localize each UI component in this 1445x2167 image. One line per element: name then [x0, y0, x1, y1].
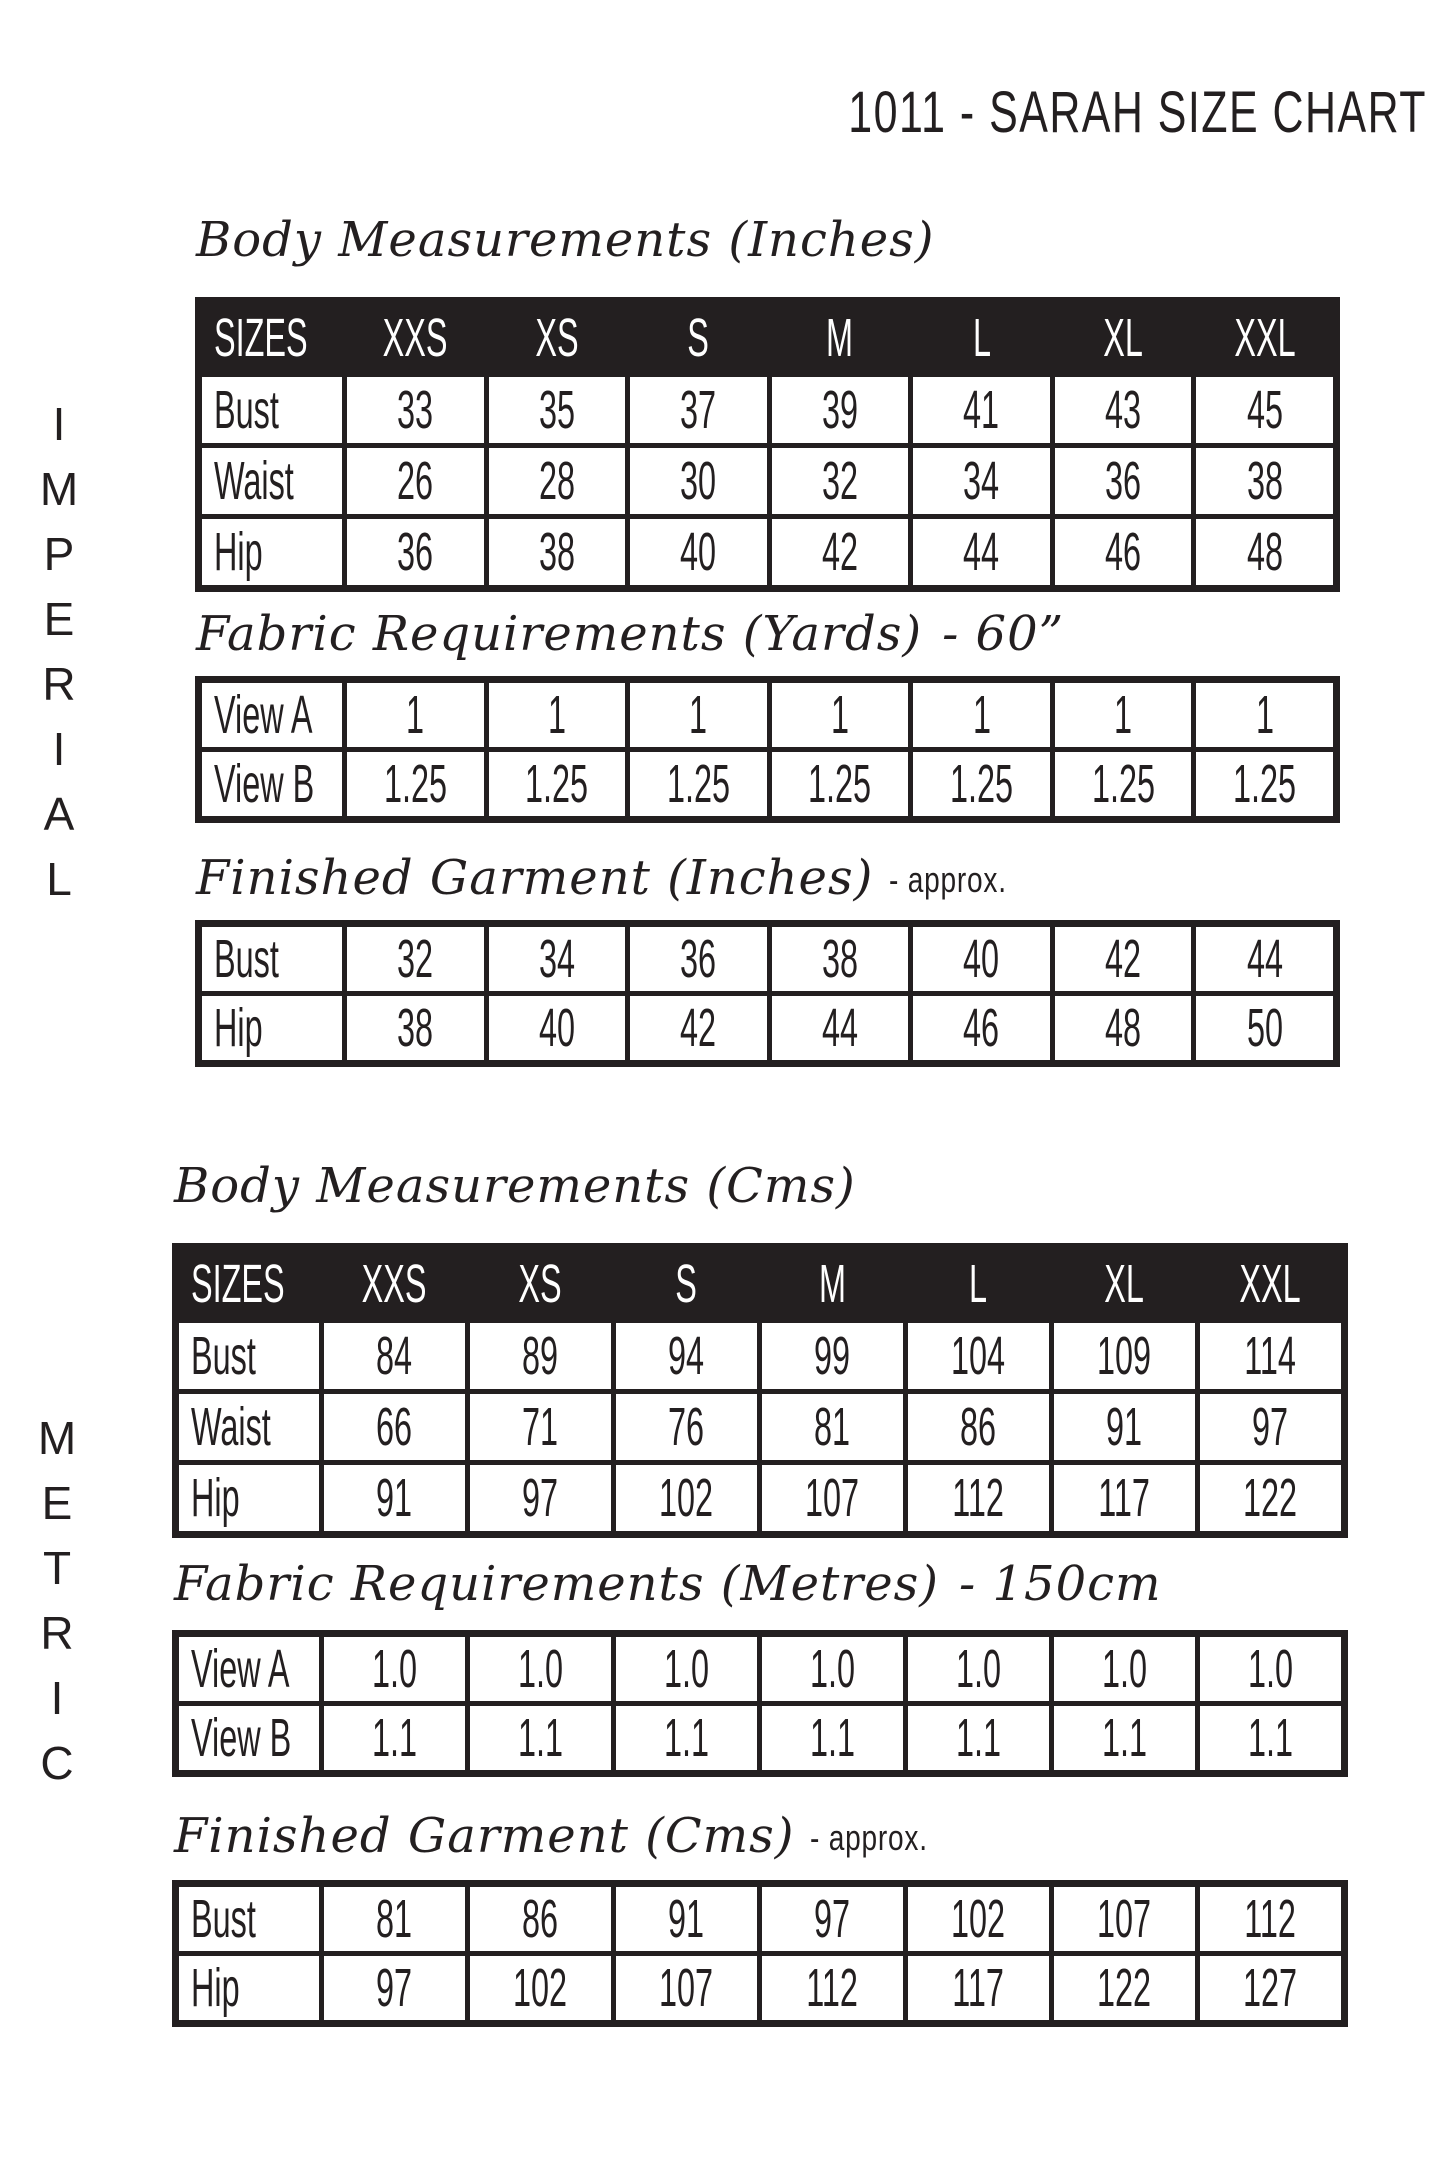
row-label-cell-text: Hip — [214, 522, 263, 582]
value-cell — [1055, 927, 1192, 991]
value-cell-text: 1.1 — [1101, 1708, 1148, 1768]
value-cell — [772, 448, 909, 514]
value-cell — [1200, 1956, 1341, 2020]
value-cell-text: 33 — [397, 380, 434, 440]
imperial-fabric-requirements-table — [195, 676, 1340, 823]
value-cell — [913, 927, 1050, 991]
value-cell-text: 1 — [547, 685, 566, 745]
value-cell-text: 28 — [538, 451, 575, 511]
value-cell-text: 36 — [1105, 451, 1142, 511]
value-cell — [324, 1394, 465, 1460]
value-cell-text: 36 — [397, 522, 434, 582]
value-cell — [324, 1706, 465, 1770]
value-cell-text: 1.25 — [808, 754, 872, 814]
value-cell — [489, 377, 626, 443]
size-col-s-text: S — [687, 308, 710, 368]
row-label-cell-text: Hip — [191, 1958, 240, 2018]
row-label-cell-text: Waist — [214, 451, 294, 511]
value-cell-text: 1.0 — [517, 1639, 564, 1699]
row-label-cell-text: View B — [191, 1708, 292, 1768]
value-cell — [616, 1887, 757, 1951]
value-cell-text: 36 — [680, 929, 717, 989]
value-cell-text: 112 — [806, 1958, 859, 2018]
size-col-xxs-text: XXS — [362, 1254, 427, 1314]
value-cell-text: 1 — [1114, 685, 1133, 745]
value-cell — [347, 448, 484, 514]
value-cell-text: 32 — [397, 929, 434, 989]
value-cell — [616, 1956, 757, 2020]
value-cell-text: 107 — [805, 1468, 860, 1528]
row-label-cell-text: Hip — [191, 1468, 240, 1528]
value-cell — [772, 519, 909, 585]
size-col-xs — [470, 1250, 611, 1318]
value-cell-text: 1.25 — [666, 754, 730, 814]
value-cell — [762, 1465, 903, 1531]
value-cell-text: 81 — [814, 1397, 851, 1457]
size-col-xs — [489, 304, 626, 372]
value-cell — [772, 996, 909, 1060]
value-cell-text: 1.25 — [1233, 754, 1297, 814]
value-cell — [1196, 448, 1333, 514]
value-cell — [324, 1637, 465, 1701]
value-cell-text: 102 — [513, 1958, 568, 2018]
heading-text: Body Measurements (Cms) — [174, 1158, 856, 1214]
value-cell-text: 50 — [1246, 998, 1283, 1058]
value-cell — [470, 1465, 611, 1531]
value-cell-text: 66 — [376, 1397, 413, 1457]
size-col-xxl-text: XXL — [1239, 1254, 1302, 1314]
value-cell-text: 1.1 — [371, 1708, 418, 1768]
size-col-xxs — [324, 1250, 465, 1318]
size-col-s — [616, 1250, 757, 1318]
value-cell — [1196, 519, 1333, 585]
sizes-header-cell-text: SIZES — [214, 308, 308, 368]
value-cell-text: 1.0 — [1247, 1639, 1294, 1699]
size-col-xxl — [1200, 1250, 1341, 1318]
row-label-cell-text: Bust — [191, 1326, 256, 1386]
value-cell-text: 1.0 — [809, 1639, 856, 1699]
table-row — [202, 519, 1333, 585]
value-cell-text: 84 — [376, 1326, 413, 1386]
value-cell-text: 1.25 — [525, 754, 589, 814]
row-label-cell — [179, 1887, 319, 1951]
value-cell — [762, 1323, 903, 1389]
heading-text: Fabric Requirements (Metres) — [174, 1556, 940, 1612]
value-cell — [1200, 1637, 1341, 1701]
row-label-cell — [202, 519, 342, 585]
metric-finished-garment-table — [172, 1880, 1348, 2027]
size-col-l-text: L — [969, 1254, 988, 1314]
table-row — [202, 752, 1333, 816]
value-cell — [1200, 1706, 1341, 1770]
value-cell-text: 1.0 — [663, 1639, 710, 1699]
value-cell-text: 43 — [1105, 380, 1142, 440]
row-label-cell — [179, 1706, 319, 1770]
table-row — [202, 996, 1333, 1060]
heading-suffix: - 150cm — [959, 1556, 1162, 1612]
value-cell — [1200, 1887, 1341, 1951]
row-label-cell — [202, 377, 342, 443]
value-cell-text: 112 — [1244, 1889, 1297, 1949]
imperial-fabric-heading — [196, 606, 1064, 664]
value-cell — [347, 377, 484, 443]
value-cell — [1054, 1465, 1195, 1531]
value-cell-text: 40 — [963, 929, 1000, 989]
value-cell — [908, 1956, 1049, 2020]
value-cell — [470, 1887, 611, 1951]
value-cell-text: 42 — [680, 998, 717, 1058]
table-row — [179, 1887, 1341, 1951]
value-cell-text: 1 — [830, 685, 849, 745]
value-cell-text: 86 — [522, 1889, 559, 1949]
value-cell-text: 122 — [1243, 1468, 1298, 1528]
table-row — [202, 683, 1333, 747]
value-cell — [913, 448, 1050, 514]
value-cell — [324, 1465, 465, 1531]
value-cell-text: 91 — [1106, 1397, 1143, 1457]
size-col-m — [772, 304, 909, 372]
heading-text: Fabric Requirements (Yards) — [196, 606, 923, 662]
imperial-finished-heading — [196, 850, 1040, 908]
value-cell — [1055, 683, 1192, 747]
table-row — [202, 448, 1333, 514]
value-cell — [630, 377, 767, 443]
row-label-cell-text: View A — [191, 1639, 290, 1699]
value-cell — [1200, 1465, 1341, 1531]
imperial-body-measurements-table — [195, 297, 1340, 592]
size-col-xl-text: XL — [1103, 308, 1143, 368]
value-cell-text: 99 — [814, 1326, 851, 1386]
value-cell — [630, 927, 767, 991]
value-cell — [1054, 1323, 1195, 1389]
value-cell — [1200, 1394, 1341, 1460]
value-cell — [630, 996, 767, 1060]
value-cell-text: 46 — [1105, 522, 1142, 582]
value-cell-text: 112 — [952, 1468, 1005, 1528]
value-cell — [1055, 519, 1192, 585]
value-cell — [762, 1637, 903, 1701]
table-row — [179, 1706, 1341, 1770]
value-cell-text: 91 — [668, 1889, 705, 1949]
size-col-xl-text: XL — [1104, 1254, 1145, 1314]
value-cell — [762, 1394, 903, 1460]
value-cell-text: 37 — [680, 380, 717, 440]
value-cell — [1054, 1637, 1195, 1701]
value-cell-text: 1 — [689, 685, 708, 745]
value-cell — [1055, 448, 1192, 514]
value-cell-text: 41 — [963, 380, 1000, 440]
row-label-cell-text: Hip — [214, 998, 263, 1058]
size-col-xxs-text: XXS — [382, 308, 448, 368]
row-label-cell — [202, 996, 342, 1060]
value-cell-text: 34 — [963, 451, 1000, 511]
value-cell — [1200, 1323, 1341, 1389]
value-cell — [616, 1637, 757, 1701]
value-cell-text: 1 — [1255, 685, 1274, 745]
value-cell — [1196, 996, 1333, 1060]
value-cell-text: 107 — [659, 1958, 714, 2018]
value-cell-text: 1.0 — [371, 1639, 418, 1699]
value-cell — [913, 519, 1050, 585]
value-cell — [1055, 996, 1192, 1060]
sizes-header-row — [202, 304, 1333, 372]
value-cell-text: 34 — [538, 929, 575, 989]
value-cell-text: 97 — [376, 1958, 413, 2018]
value-cell-text: 38 — [397, 998, 434, 1058]
value-cell-text: 38 — [821, 929, 858, 989]
value-cell-text: 102 — [659, 1468, 714, 1528]
value-cell-text: 127 — [1243, 1958, 1298, 2018]
heading-text: Body Measurements (Inches) — [196, 212, 935, 268]
value-cell-text: 1.1 — [1247, 1708, 1294, 1768]
imperial-body-heading — [196, 212, 935, 270]
value-cell-text: 26 — [397, 451, 434, 511]
value-cell-text: 1.1 — [663, 1708, 710, 1768]
value-cell — [470, 1323, 611, 1389]
value-cell — [1196, 752, 1333, 816]
sizes-header-cell — [179, 1250, 319, 1318]
page-title-text: 1011 - SARAH SIZE CHART — [848, 80, 1427, 145]
row-label-cell — [179, 1465, 319, 1531]
value-cell — [1054, 1706, 1195, 1770]
value-cell — [489, 448, 626, 514]
sizes-header-cell-text: SIZES — [191, 1254, 285, 1314]
metric-side-label: METRIC — [31, 1412, 83, 1802]
value-cell — [324, 1956, 465, 2020]
metric-fabric-requirements-table — [172, 1630, 1348, 1777]
value-cell — [772, 683, 909, 747]
value-cell — [616, 1465, 757, 1531]
value-cell — [772, 927, 909, 991]
table-row — [202, 927, 1333, 991]
value-cell — [347, 927, 484, 991]
size-col-l-text: L — [972, 308, 991, 368]
row-label-cell-text: Waist — [191, 1397, 271, 1457]
metric-fabric-heading — [174, 1556, 1162, 1614]
value-cell-text: 44 — [963, 522, 1000, 582]
metric-body-measurements-table — [172, 1243, 1348, 1538]
value-cell — [347, 996, 484, 1060]
value-cell — [1055, 377, 1192, 443]
value-cell — [908, 1887, 1049, 1951]
value-cell — [913, 752, 1050, 816]
size-col-l — [908, 1250, 1049, 1318]
row-label-cell — [179, 1956, 319, 2020]
value-cell — [772, 752, 909, 816]
row-label-cell — [179, 1323, 319, 1389]
value-cell-text: 30 — [680, 451, 717, 511]
page-title — [645, 80, 1427, 145]
value-cell — [489, 752, 626, 816]
value-cell-text: 94 — [668, 1326, 705, 1386]
value-cell — [616, 1394, 757, 1460]
value-cell-text: 89 — [522, 1326, 559, 1386]
value-cell — [762, 1706, 903, 1770]
value-cell — [470, 1706, 611, 1770]
value-cell — [489, 683, 626, 747]
value-cell-text: 102 — [951, 1889, 1006, 1949]
size-col-xs-text: XS — [518, 1254, 563, 1314]
value-cell — [913, 996, 1050, 1060]
value-cell-text: 48 — [1246, 522, 1283, 582]
value-cell — [489, 519, 626, 585]
value-cell — [347, 519, 484, 585]
value-cell — [1196, 377, 1333, 443]
size-col-xl — [1055, 304, 1192, 372]
value-cell-text: 1 — [972, 685, 991, 745]
value-cell — [630, 752, 767, 816]
size-col-xl — [1054, 1250, 1195, 1318]
value-cell-text: 1.25 — [1091, 754, 1155, 814]
size-col-xs-text: XS — [535, 308, 579, 368]
value-cell-text: 1.0 — [955, 1639, 1002, 1699]
size-col-l — [913, 304, 1050, 372]
sizes-header-cell — [202, 304, 342, 372]
metric-body-heading — [174, 1158, 856, 1216]
size-col-xxl — [1196, 304, 1333, 372]
table-row — [179, 1394, 1341, 1460]
size-col-m-text: M — [826, 308, 854, 368]
value-cell-text: 40 — [680, 522, 717, 582]
value-cell-text: 86 — [960, 1397, 997, 1457]
size-col-m-text: M — [818, 1254, 846, 1314]
row-label-cell — [202, 752, 342, 816]
value-cell-text: 117 — [1098, 1468, 1151, 1528]
value-cell-text: 1.1 — [809, 1708, 856, 1768]
value-cell — [630, 448, 767, 514]
heading-note: - approx. — [889, 859, 1008, 900]
value-cell-text: 114 — [1244, 1326, 1297, 1386]
value-cell — [347, 752, 484, 816]
value-cell — [1196, 927, 1333, 991]
table-row — [179, 1323, 1341, 1389]
table-row — [179, 1637, 1341, 1701]
value-cell — [324, 1323, 465, 1389]
value-cell — [908, 1323, 1049, 1389]
imperial-side-label: IMPERIAL — [33, 398, 85, 918]
value-cell — [1054, 1887, 1195, 1951]
value-cell-text: 1.25 — [949, 754, 1014, 814]
value-cell — [913, 683, 1050, 747]
table-row — [179, 1956, 1341, 2020]
value-cell — [616, 1706, 757, 1770]
value-cell — [908, 1394, 1049, 1460]
heading-text: Finished Garment (Cms) — [174, 1808, 795, 1864]
value-cell-text: 1.1 — [517, 1708, 564, 1768]
value-cell — [470, 1956, 611, 2020]
value-cell-text: 91 — [376, 1468, 413, 1528]
value-cell-text: 81 — [376, 1889, 413, 1949]
row-label-cell — [202, 448, 342, 514]
value-cell — [908, 1637, 1049, 1701]
value-cell-text: 97 — [814, 1889, 851, 1949]
value-cell-text: 45 — [1246, 380, 1283, 440]
value-cell-text: 38 — [1246, 451, 1283, 511]
value-cell — [630, 519, 767, 585]
value-cell-text: 32 — [821, 451, 858, 511]
value-cell — [1054, 1956, 1195, 2020]
value-cell — [913, 377, 1050, 443]
value-cell-text: 97 — [1252, 1397, 1289, 1457]
value-cell-text: 104 — [951, 1326, 1006, 1386]
row-label-cell-text: View B — [214, 754, 315, 814]
size-col-m — [762, 1250, 903, 1318]
value-cell — [489, 927, 626, 991]
value-cell-text: 97 — [522, 1468, 559, 1528]
row-label-cell-text: Bust — [214, 380, 279, 440]
value-cell — [1054, 1394, 1195, 1460]
value-cell — [470, 1637, 611, 1701]
row-label-cell-text: View A — [214, 685, 313, 745]
row-label-cell — [179, 1394, 319, 1460]
heading-suffix: - 60” — [942, 606, 1065, 662]
value-cell-text: 42 — [821, 522, 858, 582]
row-label-cell — [202, 683, 342, 747]
value-cell — [772, 377, 909, 443]
value-cell-text: 1.0 — [1101, 1639, 1148, 1699]
value-cell-text: 42 — [1105, 929, 1142, 989]
size-col-xxs — [347, 304, 484, 372]
value-cell — [347, 683, 484, 747]
metric-finished-heading — [174, 1808, 962, 1866]
row-label-cell-text: Bust — [214, 929, 279, 989]
value-cell — [762, 1956, 903, 2020]
value-cell-text: 109 — [1097, 1326, 1152, 1386]
value-cell-text: 44 — [1246, 929, 1283, 989]
value-cell — [470, 1394, 611, 1460]
value-cell-text: 76 — [668, 1397, 705, 1457]
value-cell-text: 44 — [821, 998, 858, 1058]
value-cell — [630, 683, 767, 747]
value-cell-text: 48 — [1105, 998, 1142, 1058]
heading-note: - approx. — [810, 1817, 929, 1858]
value-cell — [908, 1465, 1049, 1531]
value-cell-text: 46 — [963, 998, 1000, 1058]
value-cell-text: 1.1 — [955, 1708, 1002, 1768]
row-label-cell — [202, 927, 342, 991]
row-label-cell-text: Bust — [191, 1889, 256, 1949]
row-label-cell — [179, 1637, 319, 1701]
size-col-s-text: S — [675, 1254, 698, 1314]
value-cell-text: 35 — [538, 380, 575, 440]
size-col-s — [630, 304, 767, 372]
value-cell — [1196, 683, 1333, 747]
value-cell-text: 107 — [1097, 1889, 1152, 1949]
value-cell-text: 1.25 — [383, 754, 447, 814]
value-cell-text: 122 — [1097, 1958, 1152, 2018]
value-cell-text: 38 — [538, 522, 575, 582]
value-cell-text: 39 — [821, 380, 858, 440]
value-cell-text: 1 — [406, 685, 425, 745]
value-cell-text: 71 — [522, 1397, 559, 1457]
value-cell — [762, 1887, 903, 1951]
heading-text: Finished Garment (Inches) — [196, 850, 874, 906]
value-cell-text: 117 — [952, 1958, 1005, 2018]
value-cell-text: 40 — [538, 998, 575, 1058]
sizes-header-row — [179, 1250, 1341, 1318]
value-cell — [324, 1887, 465, 1951]
size-col-xxl-text: XXL — [1234, 308, 1296, 368]
table-row — [202, 377, 1333, 443]
value-cell — [489, 996, 626, 1060]
value-cell — [908, 1706, 1049, 1770]
imperial-finished-garment-table — [195, 920, 1340, 1067]
table-row — [179, 1465, 1341, 1531]
value-cell — [1055, 752, 1192, 816]
value-cell — [616, 1323, 757, 1389]
